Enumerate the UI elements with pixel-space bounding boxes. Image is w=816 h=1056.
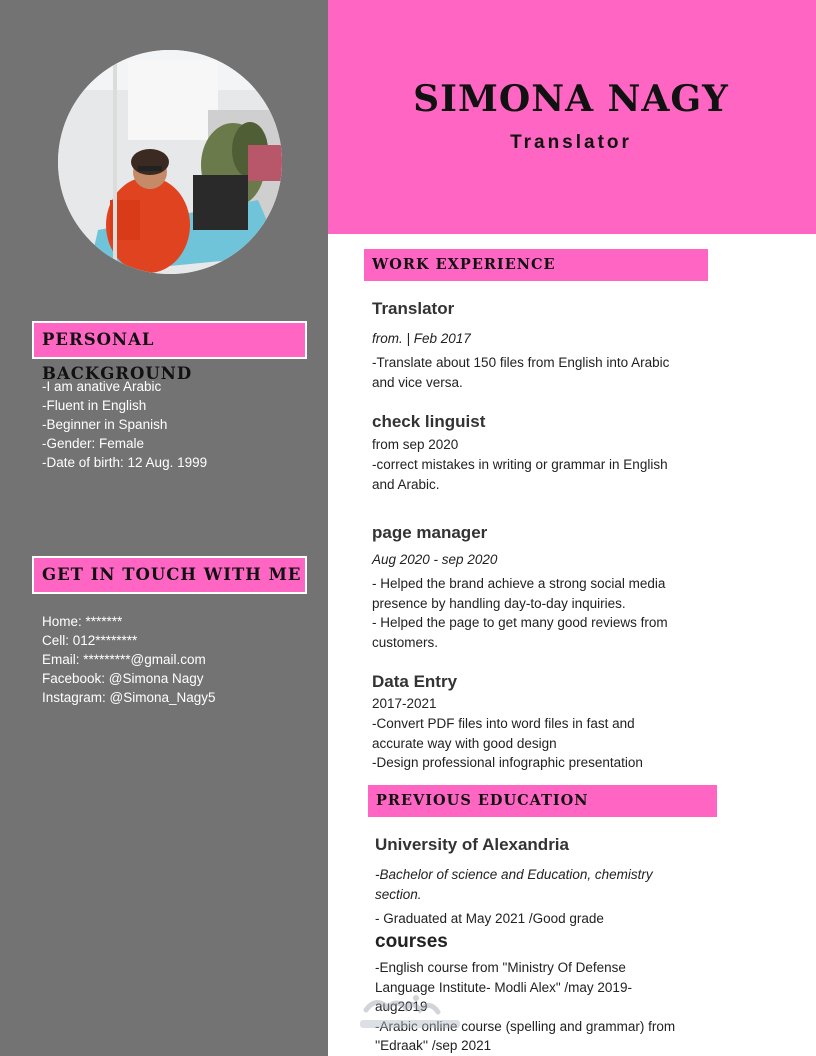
job-line: accurate way with good design: [372, 735, 557, 751]
job-title: check linguist: [372, 412, 486, 431]
job-line: -Convert PDF files into word files in fast and: [372, 716, 635, 731]
course-line: Language Institute- Modli Alex" /may 2019-: [375, 979, 632, 995]
grade: - Graduated at May 2021 /Good grade: [375, 911, 604, 926]
personal-background-heading: PERSONAL BACKGROUND: [32, 321, 307, 359]
course-line: -English course from "Ministry Of Defense: [375, 960, 626, 975]
contact-facebook: Facebook: @Simona Nagy: [42, 671, 204, 686]
job-title: Translator: [372, 299, 455, 318]
personal-item: -Date of birth: 12 Aug. 1999: [42, 455, 208, 470]
job-date: 2017-2021: [372, 696, 437, 711]
degree: [375, 865, 653, 904]
contact-instagram: Instagram: @Simona_Nagy5: [42, 690, 216, 705]
course-line: aug2019: [375, 999, 428, 1014]
school-name: University of Alexandria: [375, 835, 569, 854]
work-experience-heading: WORK EXPERIENCE: [362, 247, 710, 283]
job-line: and vice versa.: [372, 374, 463, 390]
personal-background-list: [42, 377, 207, 472]
contact-email: Email: *********@gmail.com: [42, 652, 206, 667]
job-line: customers.: [372, 634, 439, 650]
job-description: [372, 574, 668, 652]
job-line: -correct mistakes in writing or grammar in English: [372, 457, 668, 472]
contact-home: Home: *******: [42, 614, 123, 629]
contact-cell: Cell: 012********: [42, 633, 138, 648]
job-date: from sep 2020: [372, 437, 459, 452]
mostaql-logo-icon: [358, 992, 462, 1032]
person-name: SIMONA NAGY: [413, 78, 729, 120]
job-line: -Design professional infographic presentation: [372, 755, 643, 770]
personal-item: -Fluent in English: [42, 398, 147, 413]
personal-item: -I am anative Arabic: [42, 379, 162, 394]
job-description: [372, 455, 668, 494]
contact-list: [42, 612, 216, 707]
job-date: from. | Feb 2017: [372, 331, 471, 346]
profile-photo: [58, 50, 282, 274]
job-description: [372, 353, 669, 392]
education-heading: PREVIOUS EDUCATION: [366, 783, 719, 819]
job-line: - Helped the page to get many good reviews from: [372, 615, 668, 630]
job-title: Data Entry: [372, 672, 458, 691]
job-line: presence by handling day-to-day inquiries.: [372, 595, 626, 611]
degree-line: section.: [375, 886, 422, 902]
courses-heading: courses: [375, 931, 448, 952]
contact-heading: GET IN TOUCH WITH ME: [32, 556, 307, 594]
job-description: [372, 714, 643, 773]
degree-line: -Bachelor of science and Education, chemistry: [375, 867, 653, 882]
person-role: Translator: [510, 132, 632, 153]
job-line: -Translate about 150 files from English into Arabic: [372, 355, 670, 370]
course-line: ''Edraak'' /sep 2021: [375, 1038, 492, 1053]
job-line: - Helped the brand achieve a strong social media: [372, 576, 666, 591]
personal-item: -Gender: Female: [42, 436, 145, 451]
job-line: and Arabic.: [372, 476, 440, 492]
job-date: Aug 2020 - sep 2020: [372, 552, 498, 567]
job-title: page manager: [372, 523, 488, 542]
personal-item: -Beginner in Spanish: [42, 417, 168, 432]
course-line: -Arabic online course (spelling and grammar) from: [375, 1018, 676, 1034]
